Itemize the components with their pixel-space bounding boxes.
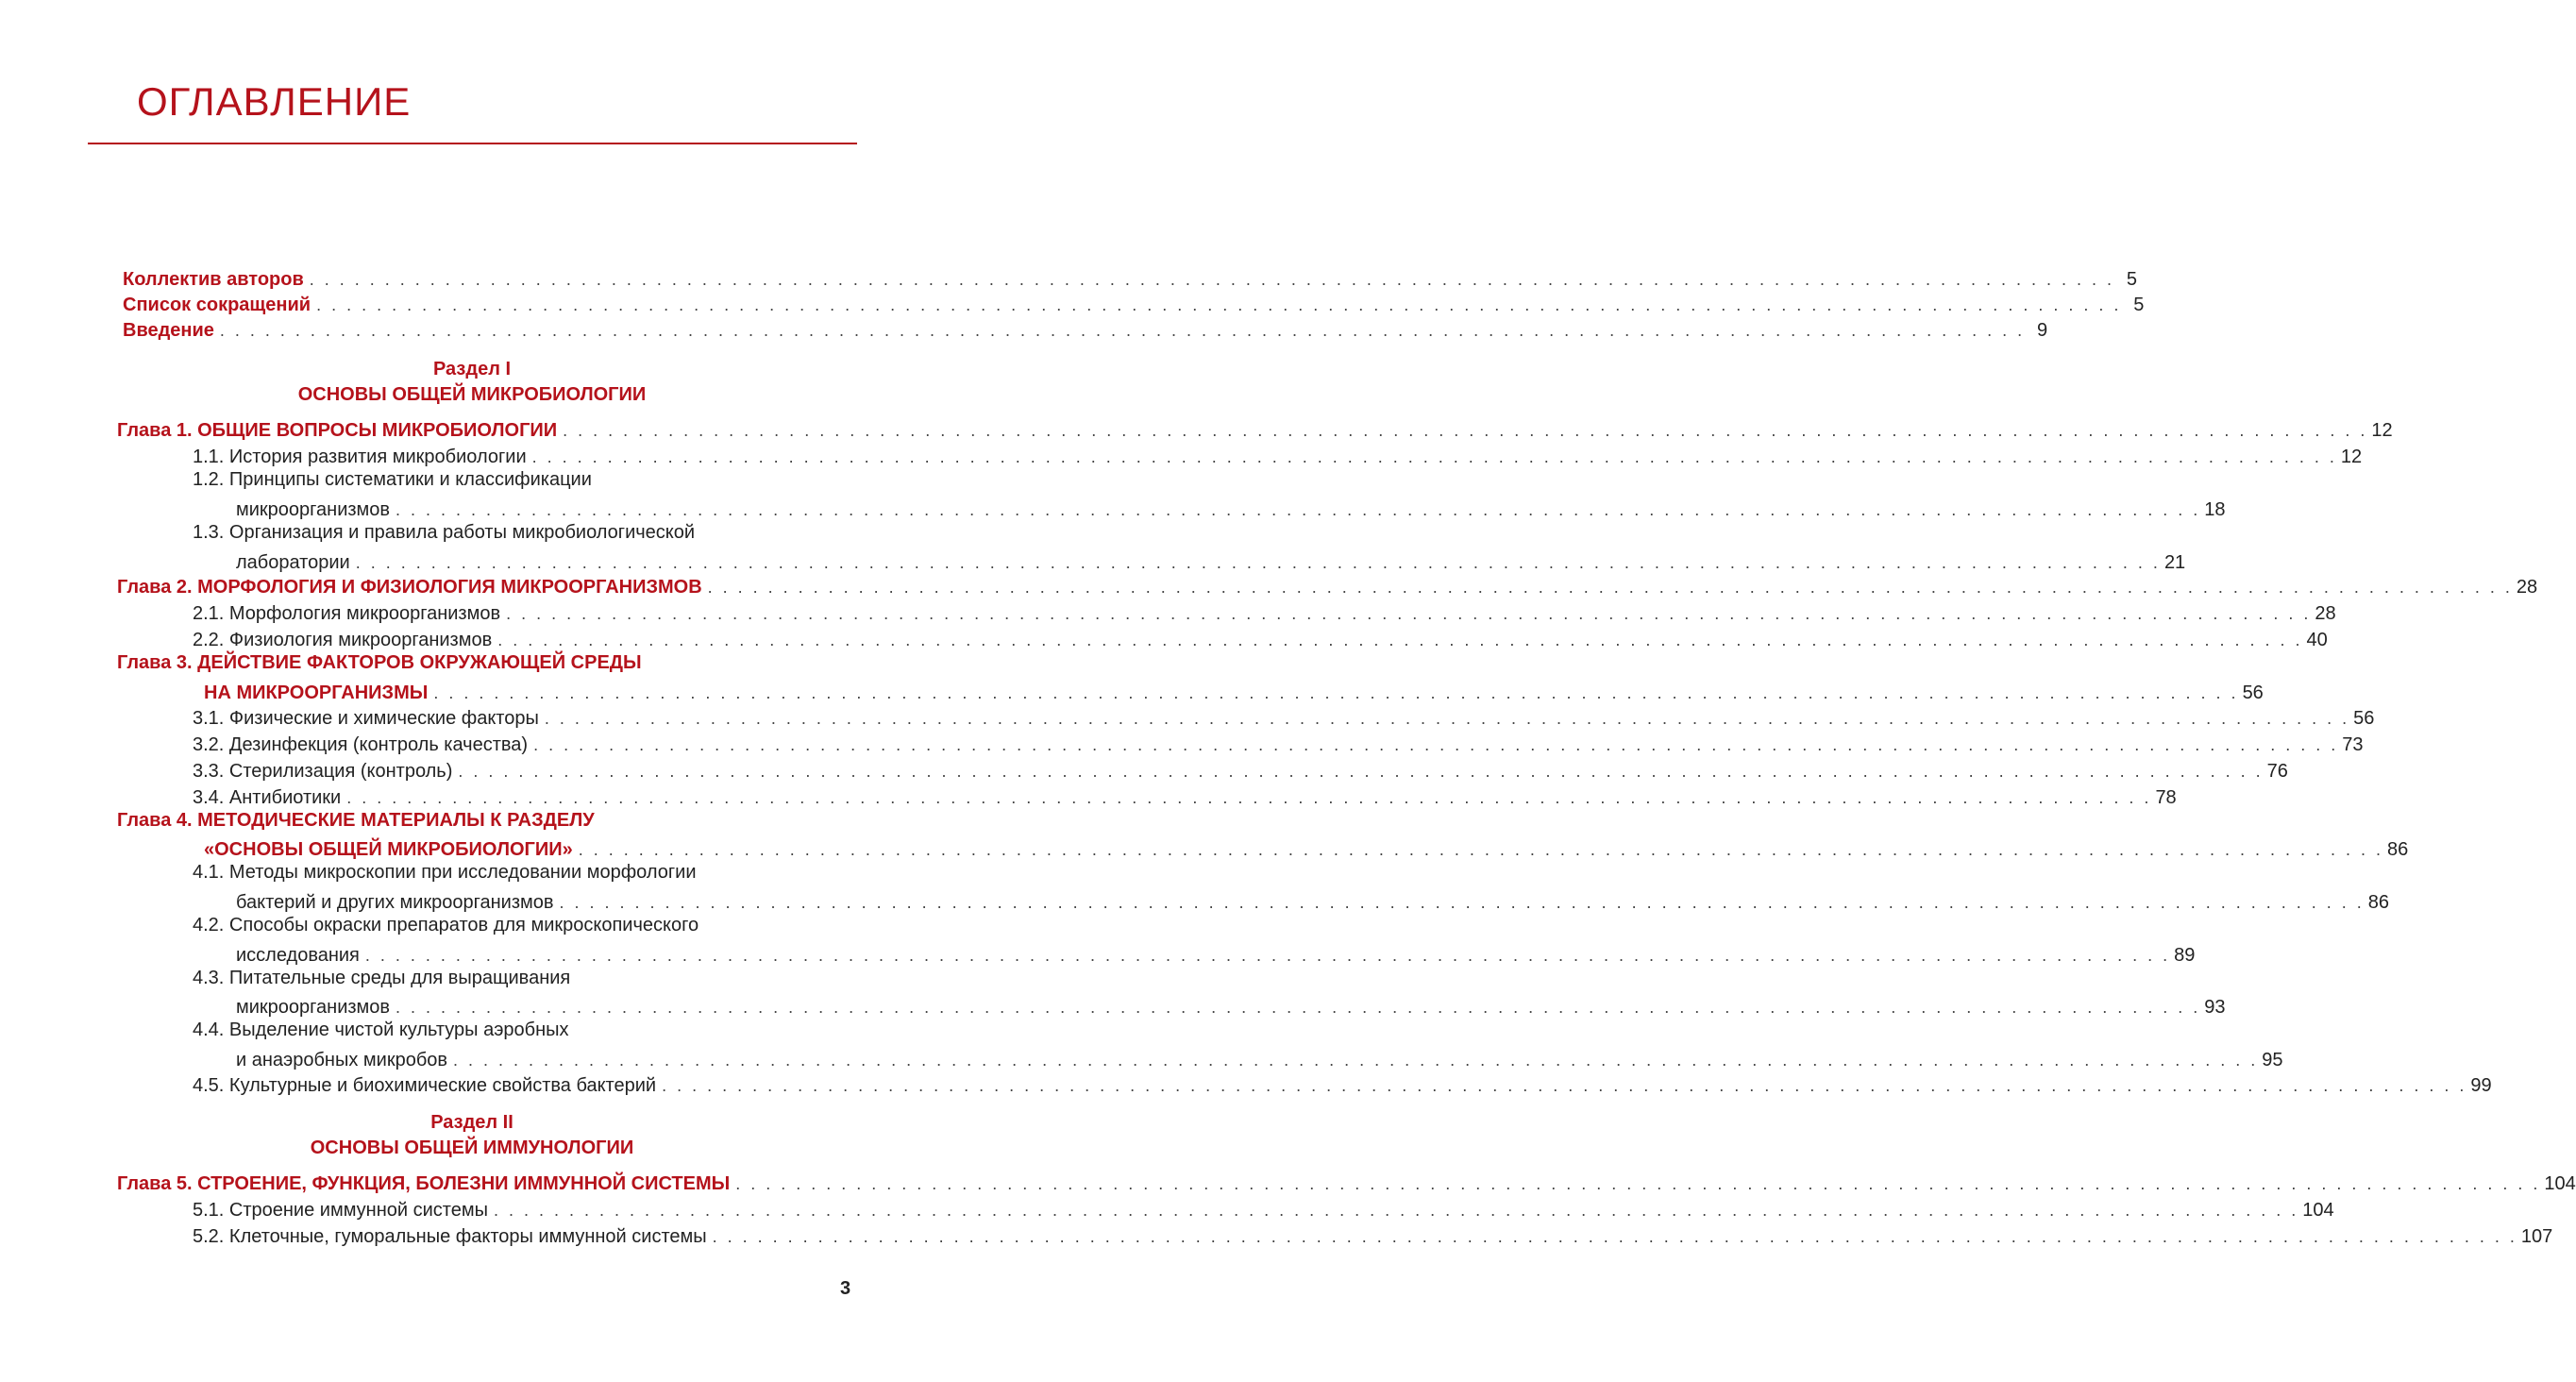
toc-entry-label: Список сокращений <box>123 295 311 315</box>
chapter-entry[interactable] <box>117 572 2538 598</box>
subsection-entry[interactable] <box>193 1222 2553 1248</box>
subsection-entry[interactable] <box>193 703 2375 730</box>
page-title: ОГЛАВЛЕНИЕ <box>137 79 412 124</box>
toc-entry-page: 5 <box>2126 269 2138 290</box>
subsection-label: 2.1. Морфология микроорганизмов <box>193 603 501 624</box>
leader-dots: . . . . . . . . . . . . . . . . . . . . . . . . . . . . . . . . . . . . . . . . . . . . . . . . . . . . . . . . . . . . . . . . . . . . . . . . . . . . . . . . . . . . . . . . . . . . . . . . . . . . . . . . . . . . . . . . . . . . . . . . <box>578 840 2384 859</box>
chapter-page: 12 <box>2371 420 2393 441</box>
subsection-label[interactable]: 4.4. Выделение чистой культуры аэробных <box>193 1020 569 1040</box>
subsection-label: 4.5. Культурные и биохимические свойства бактерий <box>193 1075 657 1096</box>
chapter-label: Глава 5. СТРОЕНИЕ, ФУНКЦИЯ, БОЛЕЗНИ ИММУННОЙ СИСТЕМЫ <box>117 1173 731 1194</box>
subsection-label-cont: и анаэробных микробов <box>236 1050 448 1070</box>
subsection-entry[interactable] <box>236 887 2390 914</box>
leader-dots: . . . . . . . . . . . . . . . . . . . . . . . . . . . . . . . . . . . . . . . . . . . . . . . . . . . . . . . . . . . . . . . . . . . . . . . . . . . . . . . . . . . . . . . . . . . . . . . . . . . . . . . . . . . . . . . . . . . . . . . . <box>355 553 2161 572</box>
subsection-label-cont: лаборатории <box>236 552 350 573</box>
chapter-entry[interactable] <box>204 834 2409 861</box>
toc-entry-label: Коллектив авторов <box>123 269 304 290</box>
subsection-label[interactable]: 1.3. Организация и правила работы микробиологической <box>193 522 696 543</box>
subsection-page: 28 <box>2315 603 2336 624</box>
subsection-page: 107 <box>2520 1226 2553 1247</box>
leader-dots: . . . . . . . . . . . . . . . . . . . . . . . . . . . . . . . . . . . . . . . . . . . . . . . . . . . . . . . . . . . . . . . . . . . . . . . . . . . . . . . . . . . . . . . . . . . . . . . . . . . . . . . . . . . . . . . . . . . . . . . . <box>712 1227 2517 1246</box>
chapter-label: Глава 2. МОРФОЛОГИЯ И ФИЗИОЛОГИЯ МИКРООРГАНИЗМОВ <box>117 577 702 598</box>
leader-dots: . . . . . . . . . . . . . . . . . . . . . . . . . . . . . . . . . . . . . . . . . . . . . . . . . . . . . . . . . . . . . . . . . . . . . . . . . . . . . . . . . . . . . . . . . . . . . . . . . . . . . . . . . . . . . . . . . . . . . . . . <box>396 500 2201 519</box>
section-label: Раздел I <box>432 359 512 379</box>
chapter-label-cont: НА МИКРООРГАНИЗМЫ <box>204 683 429 703</box>
subsection-entry[interactable] <box>193 783 2177 809</box>
subsection-page: 86 <box>2367 892 2390 913</box>
subsection-label-cont: микроорганизмов <box>236 997 391 1018</box>
section-title: ОСНОВЫ ОБЩЕЙ МИКРОБИОЛОГИИ <box>297 384 647 405</box>
leader-dots: . . . . . . . . . . . . . . . . . . . . . . . . . . . . . . . . . . . . . . . . . . . . . . . . . . . . . . . . . . . . . . . . . . . . . . . . . . . . . . . . . . . . . . . . . . . . . . . . . . . . . . . . . . . . . . . . . . . . . . . . <box>559 893 2365 912</box>
subsection-entry[interactable] <box>193 1195 2334 1222</box>
chapter-page: 104 <box>2544 1173 2576 1194</box>
page-number: 3 <box>840 1278 851 1299</box>
chapter-entry[interactable] <box>204 678 2264 704</box>
subsection-label: 5.2. Клеточные, гуморальные факторы иммунной системы <box>193 1226 707 1247</box>
chapter-page: 28 <box>2516 577 2538 598</box>
leader-dots: . . . . . . . . . . . . . . . . . . . . . . . . . . . . . . . . . . . . . . . . . . . . . . . . . . . . . . . . . . . . . . . . . . . . . . . . . . . . . . . . . . . . . . . . . . . . . . . . . . . . . . . . . . . . . . . . . . . . . . . . <box>396 998 2201 1017</box>
subsection-page: 95 <box>2262 1050 2283 1070</box>
leader-dots: . . . . . . . . . . . . . . . . . . . . . . . . . . . . . . . . . . . . . . . . . . . . . . . . . . . . . . . . . . . . . . . . . . . . . . . . . . . . . . . . . . . . . . . . . . . . . . . . . . . . . . . . . . . . . . . . . . . . . . . . <box>531 447 2337 466</box>
subsection-label[interactable]: 4.2. Способы окраски препаратов для микроскопического <box>193 915 699 935</box>
leader-dots: . . . . . . . . . . . . . . . . . . . . . . . . . . . . . . . . . . . . . . . . . . . . . . . . . . . . . . . . . . . . . . . . . . . . . . . . . . . . . . . . . . . . . . . . . . . . . . . . . . . . . . . . . . . . . . . . . . . . . . . . <box>563 421 2368 440</box>
subsection-entry[interactable] <box>193 442 2363 468</box>
toc-entry-label: Введение <box>123 320 214 341</box>
subsection-page: 73 <box>2342 734 2364 755</box>
subsection-label: 5.1. Строение иммунной системы <box>193 1200 488 1221</box>
subsection-label: 3.3. Стерилизация (контроль) <box>193 761 453 782</box>
subsection-page: 76 <box>2266 761 2288 782</box>
subsection-label-cont: исследования <box>236 945 360 966</box>
leader-dots: . . . . . . . . . . . . . . . . . . . . . . . . . . . . . . . . . . . . . . . . . . . . . . . . . . . . . . . . . . . . . . . . . . . . . . . . . . . . . . . . . . . . . . . . . . . . . . . . . . . . . . . . . . . . . . . . . . . . . . . . <box>346 788 2152 807</box>
leader-dots: . . . . . . . . . . . . . . . . . . . . . . . . . . . . . . . . . . . . . . . . . . . . . . . . . . . . . . . . . . . . . . . . . . . . . . . . . . . . . . . . . . . . . . . . . . . . . . . . . . . . . . . . . . . . . . . . . . . . . . . . <box>497 631 2303 649</box>
chapter-label: Глава 1. ОБЩИЕ ВОПРОСЫ МИКРОБИОЛОГИИ <box>117 420 558 441</box>
leader-dots: . . . . . . . . . . . . . . . . . . . . . . . . . . . . . . . . . . . . . . . . . . . . . . . . . . . . . . . . . . . . . . . . . . . . . . . . . . . . . . . . . . . . . . . . . . . . . . . . . . . . . . . . . . . . . . . . . . . . . . . . <box>544 709 2350 728</box>
toc-entry[interactable] <box>123 264 2138 291</box>
leader-dots: . . . . . . . . . . . . . . . . . . . . . . . . . . . . . . . . . . . . . . . . . . . . . . . . . . . . . . . . . . . . . . . . . . . . . . . . . . . . . . . . . . . . . . . . . . . . . . . . . . . . . . . . . . . . . . . . . . . . . . . . <box>662 1076 2467 1095</box>
chapter-label-cont: «ОСНОВЫ ОБЩЕЙ МИКРОБИОЛОГИИ» <box>204 839 573 860</box>
leader-dots: . . . . . . . . . . . . . . . . . . . . . . . . . . . . . . . . . . . . . . . . . . . . . . . . . . . . . . . . . . . . . . . . . . . . . . . . . . . . . . . . . . . . . . . . . . . . . . . . . . . . . . . . . . . . . . . . . . . . . . . . <box>433 683 2239 702</box>
subsection-label[interactable]: 1.2. Принципы систематики и классификации <box>193 469 592 490</box>
subsection-entry[interactable] <box>236 1045 2283 1071</box>
toc-entry[interactable] <box>123 315 2048 342</box>
leader-dots: . . . . . . . . . . . . . . . . . . . . . . . . . . . . . . . . . . . . . . . . . . . . . . . . . . . . . . . . . . . . . . . . . . . . . . . . . . . . . . . . . . . . . . . . . . . . . . . . . . . . . . . . . . . . . . . . . . . . . . . . <box>458 762 2264 781</box>
subsection-entry[interactable] <box>236 940 2196 967</box>
chapter-entry[interactable] <box>117 1169 2576 1195</box>
subsection-label-cont: микроорганизмов <box>236 499 391 520</box>
subsection-entry[interactable] <box>193 1070 2492 1097</box>
leader-dots: . . . . . . . . . . . . . . . . . . . . . . . . . . . . . . . . . . . . . . . . . . . . . . . . . . . . . . . . . . . . . . . . . . . . . . . . . . . . . . . . . . . . . . . . . . . . . . . . . . . . . . . . . . . . . . . . . . . . . . . . <box>707 578 2513 597</box>
subsection-entry[interactable] <box>193 730 2364 756</box>
subsection-label: 3.1. Физические и химические факторы <box>193 708 539 729</box>
leader-dots: . . . . . . . . . . . . . . . . . . . . . . . . . . . . . . . . . . . . . . . . . . . . . . . . . . . . . . . . . . . . . . . . . . . . . . . . . . . . . . . . . . . . . . . . . . . . . . . . . . . . . . . . . . . . . . . . . . . . . . . . <box>506 604 2312 623</box>
leader-dots: . . . . . . . . . . . . . . . . . . . . . . . . . . . . . . . . . . . . . . . . . . . . . . . . . . . . . . . . . . . . . . . . . . . . . . . . . . . . . . . . . . . . . . . . . . . . . . . . . . . . . . . . . . . . . . . . . . . . . . . . <box>219 321 2026 340</box>
subsection-entry[interactable] <box>193 598 2336 625</box>
subsection-label: 3.4. Антибиотики <box>193 787 342 808</box>
leader-dots: . . . . . . . . . . . . . . . . . . . . . . . . . . . . . . . . . . . . . . . . . . . . . . . . . . . . . . . . . . . . . . . . . . . . . . . . . . . . . . . . . . . . . . . . . . . . . . . . . . . . . . . . . . . . . . . . . . . . . . . . <box>316 295 2122 314</box>
leader-dots: . . . . . . . . . . . . . . . . . . . . . . . . . . . . . . . . . . . . . . . . . . . . . . . . . . . . . . . . . . . . . . . . . . . . . . . . . . . . . . . . . . . . . . . . . . . . . . . . . . . . . . . . . . . . . . . . . . . . . . . . <box>735 1174 2541 1193</box>
toc-entry[interactable] <box>123 290 2145 316</box>
subsection-page: 12 <box>2340 447 2363 467</box>
leader-dots: . . . . . . . . . . . . . . . . . . . . . . . . . . . . . . . . . . . . . . . . . . . . . . . . . . . . . . . . . . . . . . . . . . . . . . . . . . . . . . . . . . . . . . . . . . . . . . . . . . . . . . . . . . . . . . . . . . . . . . . . <box>493 1201 2299 1220</box>
chapter-page: 56 <box>2242 683 2264 703</box>
subsection-entry[interactable] <box>236 992 2226 1019</box>
leader-dots: . . . . . . . . . . . . . . . . . . . . . . . . . . . . . . . . . . . . . . . . . . . . . . . . . . . . . . . . . . . . . . . . . . . . . . . . . . . . . . . . . . . . . . . . . . . . . . . . . . . . . . . . . . . . . . . . . . . . . . . . <box>533 735 2339 754</box>
subsection-page: 99 <box>2470 1075 2492 1096</box>
subsection-page: 89 <box>2174 945 2196 966</box>
title-rule <box>88 143 857 144</box>
subsection-page: 93 <box>2204 997 2226 1018</box>
toc-entry-page: 9 <box>2037 320 2048 341</box>
subsection-page: 104 <box>2302 1200 2334 1221</box>
subsection-label-cont: бактерий и других микроорганизмов <box>236 892 554 913</box>
chapter-label[interactable]: Глава 3. ДЕЙСТВИЕ ФАКТОРОВ ОКРУЖАЮЩЕЙ СРЕДЫ <box>117 652 642 673</box>
subsection-label: 3.2. Дезинфекция (контроль качества) <box>193 734 529 755</box>
subsection-page: 40 <box>2306 630 2328 650</box>
section-label: Раздел II <box>430 1112 514 1133</box>
subsection-label: 2.2. Физиология микроорганизмов <box>193 630 493 650</box>
subsection-entry[interactable] <box>193 756 2288 783</box>
subsection-entry[interactable] <box>193 625 2328 651</box>
leader-dots: . . . . . . . . . . . . . . . . . . . . . . . . . . . . . . . . . . . . . . . . . . . . . . . . . . . . . . . . . . . . . . . . . . . . . . . . . . . . . . . . . . . . . . . . . . . . . . . . . . . . . . . . . . . . . . . . . . . . . . . . <box>453 1051 2259 1070</box>
chapter-label[interactable]: Глава 4. МЕТОДИЧЕСКИЕ МАТЕРИАЛЫ К РАЗДЕЛУ <box>117 810 595 831</box>
toc-entry-page: 5 <box>2133 295 2145 315</box>
subsection-label[interactable]: 4.3. Питательные среды для выращивания <box>193 968 571 988</box>
chapter-entry[interactable] <box>117 415 2393 442</box>
subsection-page: 78 <box>2155 787 2177 808</box>
subsection-label[interactable]: 4.1. Методы микроскопии при исследовании морфологии <box>193 862 697 883</box>
subsection-entry[interactable] <box>236 548 2186 574</box>
leader-dots: . . . . . . . . . . . . . . . . . . . . . . . . . . . . . . . . . . . . . . . . . . . . . . . . . . . . . . . . . . . . . . . . . . . . . . . . . . . . . . . . . . . . . . . . . . . . . . . . . . . . . . . . . . . . . . . . . . . . . . . . <box>364 946 2171 965</box>
chapter-page: 86 <box>2387 839 2409 860</box>
subsection-label: 1.1. История развития микробиологии <box>193 447 527 467</box>
subsection-page: 18 <box>2204 499 2226 520</box>
subsection-entry[interactable] <box>236 495 2226 521</box>
section-title: ОСНОВЫ ОБЩЕЙ ИММУНОЛОГИИ <box>310 1138 634 1158</box>
subsection-page: 21 <box>2164 552 2186 573</box>
subsection-page: 56 <box>2353 708 2375 729</box>
leader-dots: . . . . . . . . . . . . . . . . . . . . . . . . . . . . . . . . . . . . . . . . . . . . . . . . . . . . . . . . . . . . . . . . . . . . . . . . . . . . . . . . . . . . . . . . . . . . . . . . . . . . . . . . . . . . . . . . . . . . . . . . <box>309 270 2115 289</box>
